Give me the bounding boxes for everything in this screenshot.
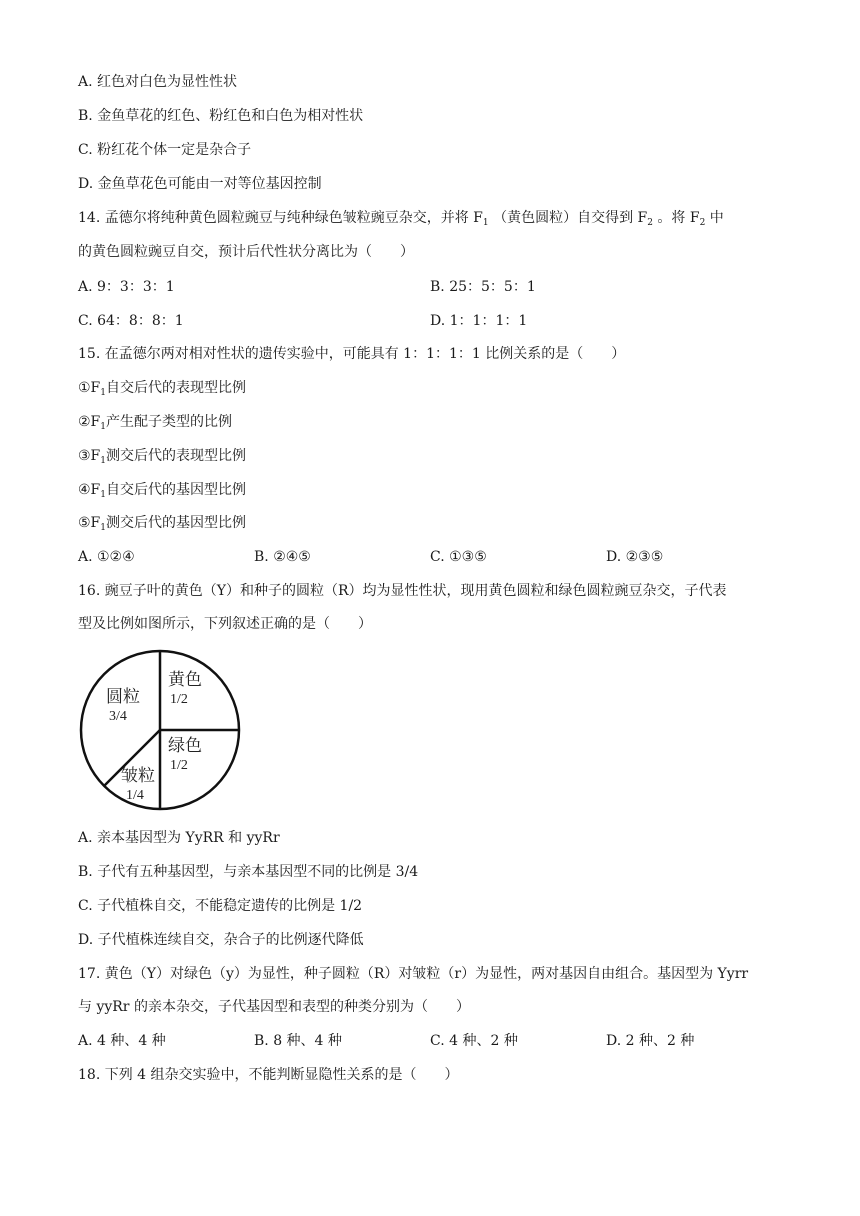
q15-item-2: $②F_1$产生配子类型的比例 [78, 414, 232, 432]
pie-label-green: 绿色 [168, 736, 202, 756]
pie-value-wrinkled: 1/4 [126, 788, 144, 803]
q16-option-b: B. 子代有五种基因型，与亲本基因型不同的比例是 3/4 [78, 864, 419, 880]
pie-value-green: 1/2 [170, 758, 188, 773]
q14-stem-line1: 14. 孟德尔将纯种黄色圆粒豌豆与纯种绿色皱粒豌豆杂交，并将 $F_1$ （黄色圆粒）自交得到 $F_2$ 。将 $F_2$ 中 [78, 210, 724, 228]
q13-option-a: A. 红色对白色为显性性状 [78, 74, 238, 90]
q16-stem-line2: 型及比例如图所示，下列叙述正确的是（ ） [78, 616, 372, 632]
q14-option-d: D. 1：1：1：1 [430, 313, 528, 329]
q16-pie-figure [78, 645, 248, 817]
q15-item-3: $③F_1$测交后代的表现型比例 [78, 448, 246, 466]
q13-option-d: D. 金鱼草花色可能由一对等位基因控制 [78, 176, 322, 192]
q15-stem: 15. 在孟德尔两对相对性状的遗传实验中，可能具有 1：1：1：1 比例关系的是（ ） [78, 346, 626, 362]
q15-option-d: D. ②③⑤ [606, 549, 664, 565]
q16-option-c: C. 子代植株自交，不能稳定遗传的比例是 1/2 [78, 898, 363, 914]
q17-option-a: A. 4 种、4 种 [78, 1033, 166, 1049]
q15-item-5: $⑤F_1$测交后代的基因型比例 [78, 515, 246, 533]
q18-stem: 18. 下列 4 组杂交实验中，不能判断显隐性关系的是（ ） [78, 1067, 459, 1083]
pie-label-round: 圆粒 [106, 687, 140, 707]
q16-option-d: D. 子代植株连续自交，杂合子的比例逐代降低 [78, 932, 364, 948]
q13-option-b: B. 金鱼草花的红色、粉红色和白色为相对性状 [78, 108, 364, 124]
q14-stem-line2: 的黄色圆粒豌豆自交，预计后代性状分离比为（ ） [78, 244, 414, 260]
q15-item-1: $①F_1$自交后代的表现型比例 [78, 380, 246, 398]
q15-option-a: A. ①②④ [78, 549, 135, 565]
pie-label-wrinkled: 皱粒 [121, 766, 155, 786]
q17-stem-line2: 与 yyRr 的亲本杂交，子代基因型和表型的种类分别为（ ） [78, 999, 470, 1015]
q15-option-c: C. ①③⑤ [430, 549, 487, 565]
q14-option-a: A. 9：3：3：1 [78, 279, 175, 295]
q16-stem-line1: 16. 豌豆子叶的黄色（Y）和种子的圆粒（R）均为显性性状，现用黄色圆粒和绿色圆粒豌豆杂交，子代表 [78, 583, 727, 599]
q15-option-b: B. ②④⑤ [254, 549, 311, 565]
q14-option-c: C. 64：8：8：1 [78, 313, 184, 329]
q17-stem-line1: 17. 黄色（Y）对绿色（y）为显性，种子圆粒（R）对皱粒（r）为显性，两对基因自由组合。基因型为 Yyrr [78, 966, 749, 982]
pie-label-yellow: 黄色 [168, 670, 202, 690]
q17-option-b: B. 8 种、4 种 [254, 1033, 342, 1049]
q17-option-c: C. 4 种、2 种 [430, 1033, 518, 1049]
q14-option-b: B. 25：5：5：1 [430, 279, 536, 295]
q15-item-4: $④F_1$自交后代的基因型比例 [78, 482, 246, 500]
q17-option-d: D. 2 种、2 种 [606, 1033, 695, 1049]
q13-option-c: C. 粉红花个体一定是杂合子 [78, 142, 252, 158]
pie-value-round: 3/4 [109, 709, 127, 724]
q16-option-a: A. 亲本基因型为 YyRR 和 yyRr [78, 830, 280, 846]
pie-value-yellow: 1/2 [170, 692, 188, 707]
